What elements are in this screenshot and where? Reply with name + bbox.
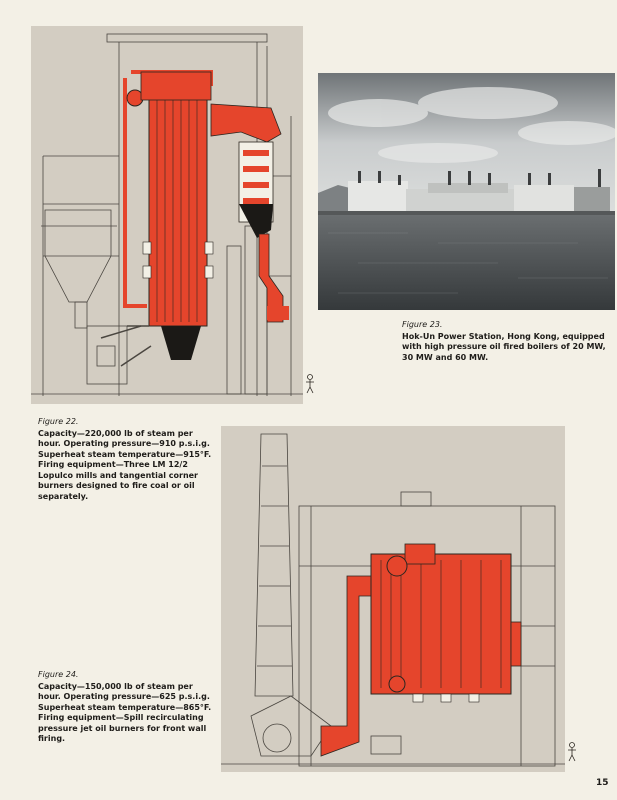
figure-24-caption	[38, 670, 218, 745]
boiler-diagram-oil	[221, 426, 565, 772]
figure-24-label: Figure 24.	[38, 670, 79, 679]
scale-person-icon	[567, 742, 577, 762]
figure-22-caption	[38, 417, 213, 502]
figure-22-label: Figure 22.	[38, 417, 79, 426]
figure-23-text: Hok-Un Power Station, Hong Kong, equipped with high pressure oil fired boilers of 20 MW, 30 MW and 60 MW.	[402, 331, 606, 362]
figure-22-boiler-drawing	[31, 26, 303, 404]
figure-23-caption	[402, 320, 607, 363]
figure-23-label: Figure 23.	[402, 320, 443, 329]
figure-24-boiler-drawing	[221, 426, 565, 772]
scale-person-icon	[305, 374, 315, 394]
boiler-diagram-coal	[31, 26, 303, 404]
figure-22-text: Capacity—220,000 lb of steam per hour. Operating pressure—910 p.s.i.g. Superheat steam temperature—915°F. Firing equipment—Three LM 12/2 Lopulco mills and tangential corner burners designed to fire coal or oil separately.	[38, 428, 212, 501]
figure-24-text: Capacity—150,000 lb of steam per hour. Operating pressure—625 p.s.i.g. Superheat steam temperature—865°F. Firing equipment—Spill recirculating pressure jet oil burners for front wall firing.	[38, 681, 212, 743]
power-station-photo	[318, 73, 615, 310]
page-number: 15	[596, 778, 609, 788]
